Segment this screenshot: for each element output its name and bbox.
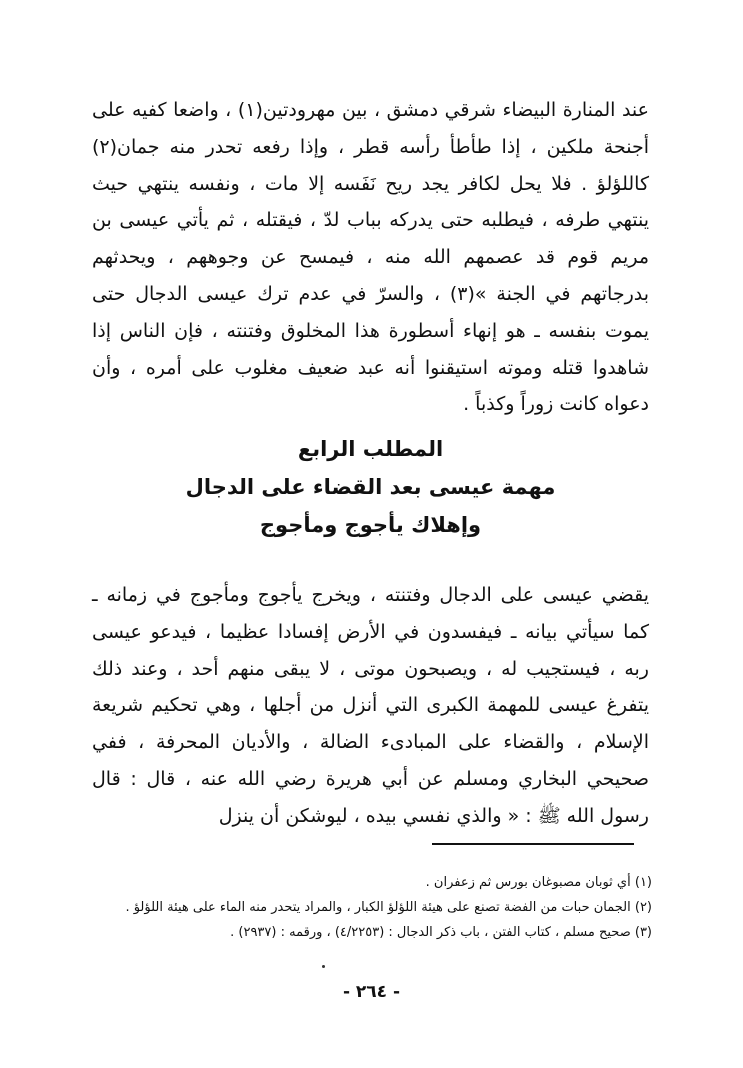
footnote-2: (٢) الجمان حبات من الفضة تصنع على هيئة اللؤلؤ الكبار ، والمراد يتحدر منه الماء على هيئة اللؤلؤ . [125,900,652,915]
footnote-3: (٣) صحيح مسلم ، كتاب الفتن ، باب ذكر الدجال : (٤/٢٢٥٣) ، ورقمه : (٢٩٣٧) . [230,925,652,940]
footnote-divider [432,843,634,845]
section-heading-title: المطلب الرابع [297,437,444,461]
body-paragraph-1: عند المنارة البيضاء شرقي دمشق ، بين مهرودتين(١) ، واضعا كفيه على أجنحة ملكين ، إذا طأطأ رأسه قطر ، وإذا رفعه تحدر منه جمان(٢) كاللؤلؤ . فلا يحل لكافر يجد ريح نَفَسه إلا مات ، ونفسه ينتهي حيث ينتهي طرفه ، فيطلبه حتى يدركه بباب لدّ ، فيقتله ، ثم يأتي عيسى بن مريم قوم قد عصمهم الله منه ، فيمسح عن وجوههم ، ويحدثهم بدرجاتهم في الجنة »(٣) ، والسرّ في عدم ترك عيسى الدجال حتى يموت بنفسه ـ هو إنهاء أسطورة هذا المخلوق وفتنته ، فإن الناس إذا شاهدوا قتله وموته استيقنوا أنه عبد ضعيف مغلوب على أمره ، وأن دعواه كانت زوراً وكذباً . [92,99,650,416]
page-number: - ٢٦٤ - [342,982,401,1002]
footnotes [100,870,652,945]
section-heading-subtitle-1: مهمة عيسى بعد القضاء على الدجال [185,475,556,499]
footnote-1: (١) أي ثوبان مصبوغان بورس ثم زعفران . [425,875,652,890]
scan-speck [322,965,325,968]
body-paragraph-2: يقضي عيسى على الدجال وفتنته ، ويخرج يأجوج ومأجوج في زمانه ـ كما سيأتي بيانه ـ فيفسدون في الأرض إفسادا عظيما ، فيدعو عيسى ربه ، فيستجيب له ، ويصبحون موتى ، لا يبقى منهم أحد ، وعند ذلك يتفرغ عيسى للمهمة الكبرى التي أنزل من أجلها ، وهي تحكيم شريعة الإسلام ، والقضاء على المبادىء الضالة ، والأديان المحرفة ، ففي صحيحي البخاري ومسلم عن أبي هريرة رضي الله عنه ، قال : قال رسول الله ﷺ : « والذي نفسي بيده ، ليوشكن أن ينزل [92,584,649,827]
section-heading-subtitle-2: وإهلاك يأجوج ومأجوج [259,513,482,537]
section-heading [92,430,649,544]
